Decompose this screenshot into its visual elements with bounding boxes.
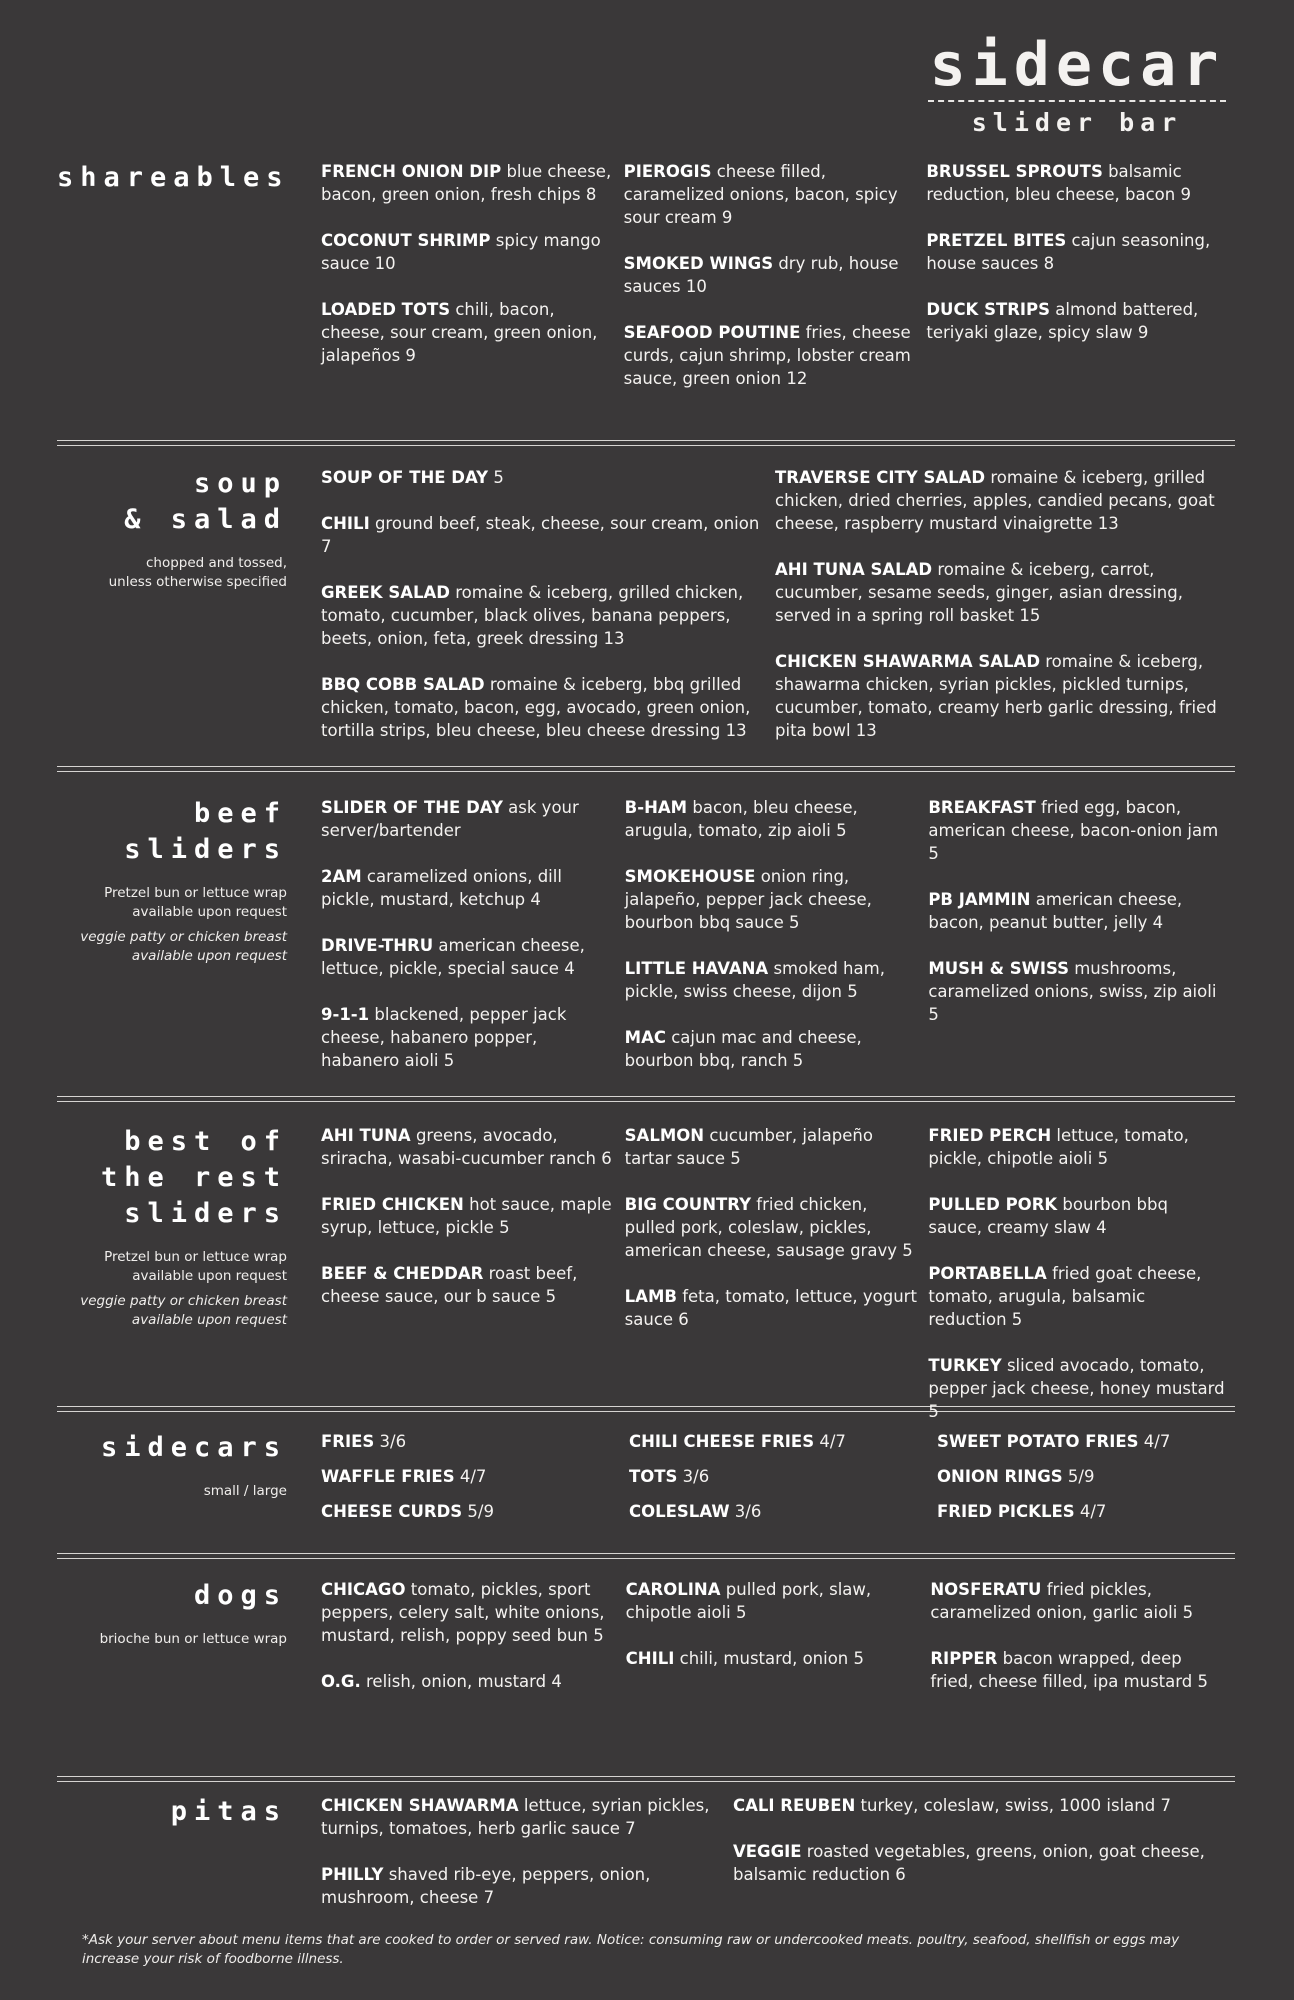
menu-item-name: TOTS (629, 1467, 678, 1486)
menu-item (624, 321, 917, 390)
section-title: soup & salad (124, 468, 287, 535)
menu-item-name: SALMON (624, 1126, 705, 1145)
menu-item (733, 1794, 1225, 1817)
menu-item-name: WAFFLE FRIES (321, 1467, 455, 1486)
menu-item-description: chili, mustard, onion 5 (674, 1649, 865, 1668)
menu-item-description: 5/9 (1062, 1467, 1095, 1486)
menu-item-description: romaine & iceberg, shawarma chicken, syrian pickles, pickled turnips, cucumber, tomato, creamy herb garlic dressing, fried pita bowl 13 (775, 652, 1217, 740)
menu-item-name: MUSH & SWISS (928, 959, 1069, 978)
menu-item (625, 1124, 919, 1170)
menu-item-name: COCONUT SHRIMP (321, 231, 491, 250)
menu-item-name: AHI TUNA (321, 1126, 411, 1145)
section-title: sidecars (100, 1432, 287, 1463)
menu-item-name: FRIED PICKLES (937, 1502, 1075, 1521)
menu-item-name: SLIDER OF THE DAY (321, 798, 503, 817)
menu-item-description: relish, onion, mustard 4 (360, 1672, 562, 1691)
section-note: small / large (203, 1483, 287, 1499)
menu-item-name: FRENCH ONION DIP (321, 162, 502, 181)
section-title: pitas (170, 1796, 287, 1827)
menu-item-description: 4/7 (1074, 1502, 1107, 1521)
menu-item (775, 466, 1225, 535)
menu-item-description: cajun seasoning, house sauces 8 (926, 231, 1211, 273)
menu-item-name: COLESLAW (629, 1502, 730, 1521)
menu-item (321, 1578, 616, 1647)
menu-item-description: 3/6 (729, 1502, 762, 1521)
menu-item-description: mushrooms, caramelized onions, swiss, zip aioli 5 (928, 959, 1217, 1024)
menu-column (928, 1124, 1235, 1446)
menu-item-description: 4/7 (454, 1467, 487, 1486)
menu-item-description: greens, avocado, sriracha, wasabi-cucumber ranch 6 (321, 1126, 612, 1168)
menu-item-name: PULLED PORK (928, 1195, 1058, 1214)
footnote: *Ask your server about menu items that are cooked to order or served raw. Notice: consuming raw or undercooked meats. poultry, seafood, shellfish or eggs may increase your risk of foodborne illness. (82, 1932, 1180, 1967)
menu-item (625, 1285, 919, 1331)
menu-item-description: ask your server/bartender (321, 798, 579, 840)
menu-item-description: turkey, coleslaw, swiss, 1000 island 7 (855, 1796, 1171, 1815)
menu-item-name: AHI TUNA SALAD (775, 560, 933, 579)
menu-item-description: 4/7 (1138, 1432, 1171, 1451)
menu-item-name: FRIES (321, 1432, 375, 1451)
menu-item-name: 9-1-1 (321, 1005, 370, 1024)
menu-item-name: TURKEY (928, 1356, 1002, 1375)
menu-item-name: VEGGIE (733, 1842, 802, 1861)
menu-item-name: SMOKED WINGS (623, 254, 774, 273)
section-label (57, 160, 290, 196)
menu-item-description: smoked ham, pickle, swiss cheese, dijon 5 (624, 959, 885, 1001)
section-note: brioche bun or lettuce wrap (99, 1631, 287, 1647)
brand-name: sidecar (929, 30, 1225, 100)
menu-item-name: FRIED CHICKEN (321, 1195, 464, 1214)
section-title: dogs (193, 1580, 287, 1611)
menu-item (930, 1578, 1225, 1624)
menu-column (928, 796, 1235, 1095)
menu-item-description: shaved rib-eye, peppers, onion, mushroom, cheese 7 (321, 1865, 651, 1907)
menu-item-name: SWEET POTATO FRIES (937, 1432, 1139, 1451)
menu-column (626, 1578, 931, 1716)
menu-item (624, 160, 917, 229)
menu-item-description: romaine & iceberg, grilled chicken, dried cherries, apples, candied pecans, goat cheese, raspberry mustard vinaigrette 13 (775, 468, 1215, 533)
menu-item-name: BRUSSEL SPROUTS (926, 162, 1103, 181)
menu-item (625, 796, 919, 842)
menu-item (733, 1840, 1225, 1886)
menu-item-description: feta, tomato, lettuce, yogurt sauce 6 (624, 1287, 917, 1329)
menu-item-description: spicy mango sauce 10 (321, 231, 601, 273)
section-label (57, 1794, 287, 1830)
menu-item-name: BBQ COBB SALAD (321, 675, 485, 694)
menu-item-name: 2AM (321, 867, 362, 886)
menu-item (321, 1193, 615, 1239)
menu-item (321, 673, 765, 742)
menu-item-name: CAROLINA (625, 1580, 721, 1599)
menu-item-description: fried goat cheese, tomato, arugula, balsamic reduction 5 (928, 1264, 1202, 1329)
menu-item-name: PRETZEL BITES (926, 231, 1067, 250)
menu-item (937, 1465, 1225, 1488)
menu-item-description: lettuce, syrian pickles, turnips, tomatoes, herb garlic sauce 7 (321, 1796, 710, 1838)
menu-item-description: onion ring, jalapeño, pepper jack cheese, bourbon bbq sauce 5 (624, 867, 872, 932)
menu-item-description: american cheese, lettuce, pickle, special sauce 4 (321, 936, 585, 978)
menu-item-name: PHILLY (321, 1865, 384, 1884)
menu-item-name: DRIVE-THRU (321, 936, 434, 955)
section-note: chopped and tossed, unless otherwise specified (108, 555, 287, 590)
menu-item-name: CALI REUBEN (733, 1796, 856, 1815)
section-label (57, 466, 287, 592)
menu-item (937, 1430, 1225, 1453)
menu-item (321, 796, 615, 842)
menu-item (625, 1193, 919, 1262)
logo-divider (928, 100, 1226, 102)
menu-item-description: cheese filled, caramelized onions, bacon, spicy sour cream 9 (623, 162, 898, 227)
menu-item (928, 1262, 1225, 1331)
menu-item-description: blue cheese, bacon, green onion, fresh chips 8 (321, 162, 612, 204)
menu-item-name: ONION RINGS (937, 1467, 1063, 1486)
section-items (321, 1124, 1235, 1446)
menu-item-description: fried chicken, pulled pork, coleslaw, pickles, american cheese, sausage gravy 5 (624, 1195, 913, 1260)
menu-item-description: roast beef, cheese sauce, our b sauce 5 (321, 1264, 578, 1306)
menu-item (321, 1863, 723, 1909)
menu-item (928, 796, 1225, 865)
menu-item-description: romaine & iceberg, carrot, cucumber, sesame seeds, ginger, asian dressing, served in a spring roll basket 15 (775, 560, 1183, 625)
menu-item-description: dry rub, house sauces 10 (623, 254, 899, 296)
menu-item (625, 957, 919, 1003)
section-items (321, 466, 1235, 765)
menu-item (629, 1500, 927, 1523)
section-title: beef sliders (124, 798, 287, 865)
menu-item-description: 3/6 (374, 1432, 407, 1451)
menu-item (321, 1430, 619, 1453)
menu-column (926, 160, 1235, 413)
menu-item-description: blackened, pepper jack cheese, habanero popper, habanero aioli 5 (321, 1005, 567, 1070)
menu-item (937, 1500, 1225, 1523)
menu-item-name: FRIED PERCH (928, 1126, 1052, 1145)
menu-item (928, 1124, 1225, 1170)
menu-item (928, 1193, 1225, 1239)
menu-column (321, 1578, 626, 1716)
menu-item (930, 1647, 1225, 1693)
menu-item-name: CHILI (625, 1649, 675, 1668)
menu-item-name: RIPPER (930, 1649, 998, 1668)
menu-item-description: sliced avocado, tomato, pepper jack cheese, honey mustard 5 (928, 1356, 1225, 1421)
menu-item-name: B-HAM (624, 798, 688, 817)
menu-item-description: chili, bacon, cheese, sour cream, green onion, jalapeños 9 (321, 300, 598, 365)
menu-item-name: PB JAMMIN (928, 890, 1031, 909)
menu-item-name: CHILI (321, 514, 370, 533)
menu-item (775, 650, 1225, 742)
menu-item (321, 466, 765, 489)
menu-item (625, 1026, 919, 1072)
section-items (321, 796, 1235, 1095)
section-items (321, 1430, 1235, 1535)
menu-item-name: SOUP OF THE DAY (321, 468, 489, 487)
menu-item-description: 3/6 (677, 1467, 710, 1486)
menu-item (625, 865, 919, 934)
menu-column (625, 1124, 929, 1446)
menu-item (321, 1794, 723, 1840)
menu-item-description: cajun mac and cheese, bourbon bbq, ranch 5 (624, 1028, 862, 1070)
section-items (321, 1794, 1235, 1932)
menu-item (321, 512, 765, 558)
section-note: Pretzel bun or lettuce wrap available upon request (104, 885, 287, 920)
menu-item-description: balsamic reduction, bleu cheese, bacon 9 (926, 162, 1191, 204)
menu-item (928, 1354, 1225, 1423)
menu-item-description: almond battered, teriyaki glaze, spicy slaw 9 (926, 300, 1199, 342)
menu-column (321, 466, 775, 765)
menu-item-description: 5/9 (462, 1502, 494, 1521)
menu-column (624, 160, 927, 413)
menu-item-description: bacon wrapped, deep fried, cheese filled, ipa mustard 5 (930, 1649, 1208, 1691)
section-title: best of the rest sliders (100, 1126, 287, 1229)
menu-item (321, 1465, 619, 1488)
brand-tagline: slider bar (971, 108, 1183, 137)
menu-column (733, 1794, 1235, 1932)
menu-item-name: LOADED TOTS (321, 300, 451, 319)
menu-item-name: CHICKEN SHAWARMA SALAD (775, 652, 1041, 671)
menu-item-name: BEEF & CHEDDAR (321, 1264, 484, 1283)
menu-item-name: SEAFOOD POUTINE (623, 323, 801, 342)
menu-item (321, 1003, 615, 1072)
menu-item (928, 888, 1225, 934)
section-divider (57, 1553, 1235, 1559)
menu-column (937, 1430, 1235, 1535)
menu-column (930, 1578, 1235, 1716)
menu-column (321, 1794, 733, 1932)
section-divider (57, 1096, 1235, 1102)
menu-item-description: ground beef, steak, cheese, sour cream, onion 7 (321, 514, 760, 556)
menu-item-description: bacon, bleu cheese, arugula, tomato, zip aioli 5 (624, 798, 858, 840)
menu-item-description: fried pickles, caramelized onion, garlic aioli 5 (930, 1580, 1194, 1622)
section-divider (57, 440, 1235, 446)
menu-item (321, 865, 615, 911)
menu-item-name: PORTABELLA (928, 1264, 1047, 1283)
menu-item-description: caramelized onions, dill pickle, mustard, ketchup 4 (321, 867, 562, 909)
menu-item (321, 1262, 615, 1308)
section-note-italic: veggie patty or chicken breast available upon request (80, 1293, 287, 1328)
section-divider (57, 1776, 1235, 1782)
menu-item-description: fries, cheese curds, cajun shrimp, lobster cream sauce, green onion 12 (623, 323, 911, 388)
menu-item-name: TRAVERSE CITY SALAD (775, 468, 986, 487)
menu-item-description: roasted vegetables, greens, onion, goat cheese, balsamic reduction 6 (733, 1842, 1205, 1884)
menu-item-name: GREEK SALAD (321, 583, 450, 602)
menu-item (321, 1670, 616, 1693)
section-label (57, 1430, 287, 1501)
menu-item-name: CHICKEN SHAWARMA (321, 1796, 519, 1815)
menu-item-name: BIG COUNTRY (624, 1195, 752, 1214)
section-divider (57, 766, 1235, 772)
menu-column (321, 160, 624, 413)
brand-logo (922, 30, 1232, 137)
menu-item (629, 1465, 927, 1488)
menu-item-name: BREAKFAST (928, 798, 1036, 817)
menu-item (626, 1647, 921, 1670)
menu-item (321, 934, 615, 980)
menu-item-name: PIEROGIS (623, 162, 712, 181)
section-note: Pretzel bun or lettuce wrap available upon request (104, 1249, 287, 1284)
menu-column (629, 1430, 937, 1535)
menu-item-description: fried egg, bacon, american cheese, bacon-onion jam 5 (928, 798, 1219, 863)
section-label (57, 1578, 287, 1649)
menu-item (926, 298, 1225, 344)
menu-item (624, 252, 917, 298)
menu-item (629, 1430, 927, 1453)
menu-column (321, 1124, 625, 1446)
menu-item-description: american cheese, bacon, peanut butter, jelly 4 (928, 890, 1183, 932)
menu-item (926, 160, 1225, 206)
menu-item (928, 957, 1225, 1026)
menu-item-description: 4/7 (814, 1432, 846, 1451)
menu-item (321, 1500, 619, 1523)
menu-column (321, 796, 625, 1095)
menu-item-name: LAMB (624, 1287, 677, 1306)
menu-item-name: O.G. (321, 1672, 361, 1691)
menu-item-name: MAC (624, 1028, 666, 1047)
menu-item (775, 558, 1225, 627)
menu-item (321, 1124, 615, 1170)
menu-item (926, 229, 1225, 275)
menu-item-description: bourbon bbq sauce, creamy slaw 4 (928, 1195, 1168, 1237)
section-title: shareables (57, 162, 290, 193)
section-label (57, 1124, 287, 1330)
menu-item-name: CHICAGO (321, 1580, 406, 1599)
menu-item (321, 160, 614, 206)
menu-item-description: romaine & iceberg, grilled chicken, tomato, cucumber, black olives, banana peppers, beets, onion, feta, greek dressing 13 (321, 583, 744, 648)
menu-column (775, 466, 1235, 765)
menu-item-name: SMOKEHOUSE (624, 867, 756, 886)
section-note-italic: veggie patty or chicken breast available upon request (80, 929, 287, 964)
menu-item-description: tomato, pickles, sport peppers, celery salt, white onions, mustard, relish, poppy seed bun 5 (321, 1580, 605, 1645)
menu-item-description: 5 (488, 468, 504, 487)
section-items (321, 1578, 1235, 1716)
menu-item-description: hot sauce, maple syrup, lettuce, pickle 5 (321, 1195, 612, 1237)
menu-item-name: CHEESE CURDS (321, 1502, 463, 1521)
menu-column (321, 1430, 629, 1535)
menu-item-name: LITTLE HAVANA (624, 959, 769, 978)
menu-item-description: cucumber, jalapeño tartar sauce 5 (624, 1126, 873, 1168)
menu-item-name: CHILI CHEESE FRIES (629, 1432, 815, 1451)
section-label (57, 796, 287, 966)
menu-item (321, 298, 614, 367)
menu-item (626, 1578, 921, 1624)
section-items (321, 160, 1235, 413)
menu-item-description: romaine & iceberg, bbq grilled chicken, tomato, bacon, egg, avocado, green onion, tortilla strips, bleu cheese, bleu cheese dressing 13 (321, 675, 751, 740)
menu-item-name: DUCK STRIPS (926, 300, 1051, 319)
menu-item (321, 229, 614, 275)
menu-item (321, 581, 765, 650)
menu-column (625, 796, 929, 1095)
menu-item-description: pulled pork, slaw, chipotle aioli 5 (625, 1580, 872, 1622)
menu-item-name: NOSFERATU (930, 1580, 1042, 1599)
menu-item-description: lettuce, tomato, pickle, chipotle aioli 5 (928, 1126, 1189, 1168)
